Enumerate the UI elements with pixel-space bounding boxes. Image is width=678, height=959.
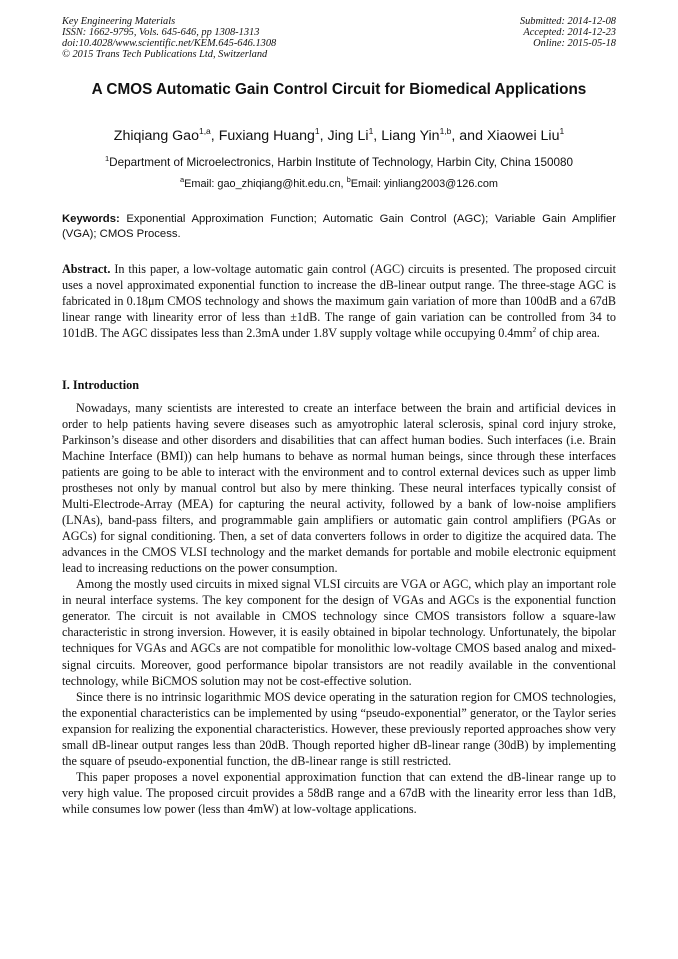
abstract-text-end: of chip area. <box>536 325 600 340</box>
paragraph: Nowadays, many scientists are interested to create an interface between the brain and artificial devices in order to help patients having severe diseases such as amyotrophic lateral sclerosis, spinal cord injury stroke, Parkinson’s disease and other disorders and disabilities that can affect human bodies. Such interfaces (i.e. Brain Machine Interface (BMI)) can help humans to behave as normal human beings, since through these interfaces patients are going to be able to interact with the environment and to control external devices such as upper limb prostheses not only by manual control but also by mere thinking. These neural interfaces typically consist of Multi-Electrode-Array (MEA) for capturing the neural activity, followed by a bank of low-noise amplifiers (LNAs), band-pass filters, and programmable gain amplifiers or automatic gain control amplifiers (PGAs or AGCs) for signal conditioning. Then, a set of data converters follows in order to digitize the acquired data. The advances in the CMOS VLSI technology and the market demands for portable and mobile electronic equipment lead to increasing reductions on the power consumption. <box>62 401 616 576</box>
email-b-sup: b <box>346 175 351 184</box>
email-b: Email: yinliang2003@126.com <box>350 178 499 190</box>
paragraph: This paper proposes a novel exponential approximation function that can extend the dB-linear range up to very high value. The proposed circuit provides a 58dB range and a 67dB with the linearity error less than 1dB, while consumes low power (less than 4mW) at low-voltage applications. <box>62 769 616 816</box>
copyright-line: © 2015 Trans Tech Publications Ltd, Switzerland <box>62 49 268 60</box>
affiliation-sup: 1 <box>104 154 110 163</box>
author-name: Xiaowei Liu <box>486 128 560 144</box>
author-separator: , <box>319 128 328 144</box>
author-separator: , <box>373 128 382 144</box>
journal-header-left <box>62 16 276 60</box>
section-body <box>62 400 616 817</box>
affiliation-text: Department of Microelectronics, Harbin Institute of Technology, Harbin City, China 150080 <box>109 156 573 169</box>
paragraph: Among the mostly used circuits in mixed signal VLSI circuits are VGA or AGC, which play an important role in neural interface systems. The key component for the design of VGAs and AGCs is the exponential function generator. The circuit is not available in CMOS technology since CMOS transistors follow a square-law characteristic in strong inversion. However, it is easily obtained in bipolar technology. Unfortunately, the bipolar techniques for VGAs and AGCs are not compatible for monolithic low-voltage CMOS based analog and mixed-signal circuits. Moreover, good performance bipolar transistors are not readily available in the conventional technology, while BiCMOS solution may not be cost-effective solution. <box>62 577 616 688</box>
author-affil-sup: 1 <box>314 126 320 136</box>
author-separator: , <box>210 128 219 144</box>
abstract-label: Abstract. <box>62 262 111 276</box>
author-name: Liang Yin <box>381 128 440 144</box>
keywords <box>62 212 616 242</box>
author-separator: , and <box>451 128 487 144</box>
author-name: Fuxiang Huang <box>218 128 315 144</box>
journal-name: Key Engineering Materials <box>62 16 176 27</box>
keywords-text: Exponential Approximation Function; Automatic Gain Control (AGC); Variable Gain Amplifier (VGA); CMOS Process. <box>62 213 616 240</box>
section-heading: I. Introduction <box>62 378 139 392</box>
keywords-label: Keywords: <box>62 213 120 225</box>
author-name: Zhiqiang Gao <box>113 128 199 144</box>
issn-line: ISSN: 1662-9795, Vols. 645-646, pp 1308-1313 <box>62 27 260 38</box>
abstract-sup: 2 <box>532 324 537 334</box>
journal-header-right <box>520 16 616 49</box>
author-affil-sup: 1 <box>368 126 374 136</box>
abstract <box>62 262 616 342</box>
author-affil-sup: 1 <box>559 126 565 136</box>
author-list <box>62 126 616 146</box>
email-a: Email: gao_zhiqiang@hit.edu.cn, <box>184 178 347 190</box>
online-date: Online: 2015-05-18 <box>533 38 616 49</box>
affiliation <box>62 155 616 171</box>
submitted-date: Submitted: 2014-12-08 <box>519 16 616 27</box>
paragraph: Since there is no intrinsic logarithmic MOS device operating in the saturation region for CMOS technologies, the exponential characteristics can be implemented by using “pseudo-exponential” generator, or the Taylor series expansion for realizing the exponential characteristics. However, these previously reported approaches show very small dB-linear output ranges less than 20dB. Though reported higher dB-linear range (30dB) by implementing the square of pseudo-exponential function, the dB-linear range is still restricted. <box>62 689 616 768</box>
doi-line: doi:10.4028/www.scientific.net/KEM.645-646.1308 <box>62 38 277 49</box>
author-name: Jing Li <box>327 128 369 144</box>
author-affil-sup: 1,b <box>439 126 452 136</box>
paper-title: A CMOS Automatic Gain Control Circuit for Biomedical Applications <box>91 81 587 98</box>
accepted-date: Accepted: 2014-12-23 <box>523 27 616 38</box>
email-line <box>62 177 616 192</box>
author-affil-sup: 1,a <box>198 126 211 136</box>
email-a-sup: a <box>179 175 185 184</box>
abstract-text: In this paper, a low-voltage automatic gain control (AGC) circuits is presented. The proposed circuit uses a novel approximated exponential function to increase the dB-linear output range. The three-stage AGC is fabricated in 0.18μm CMOS technology and shows the maximum gain variation of more than 100dB and a 67dB linear range with linearity error of less than ±1dB. The range of gain variation can be controlled from 34 to 101dB. The AGC dissipates less than 2.3mA under 1.8V supply voltage while occupying 0.4mm <box>62 262 616 340</box>
